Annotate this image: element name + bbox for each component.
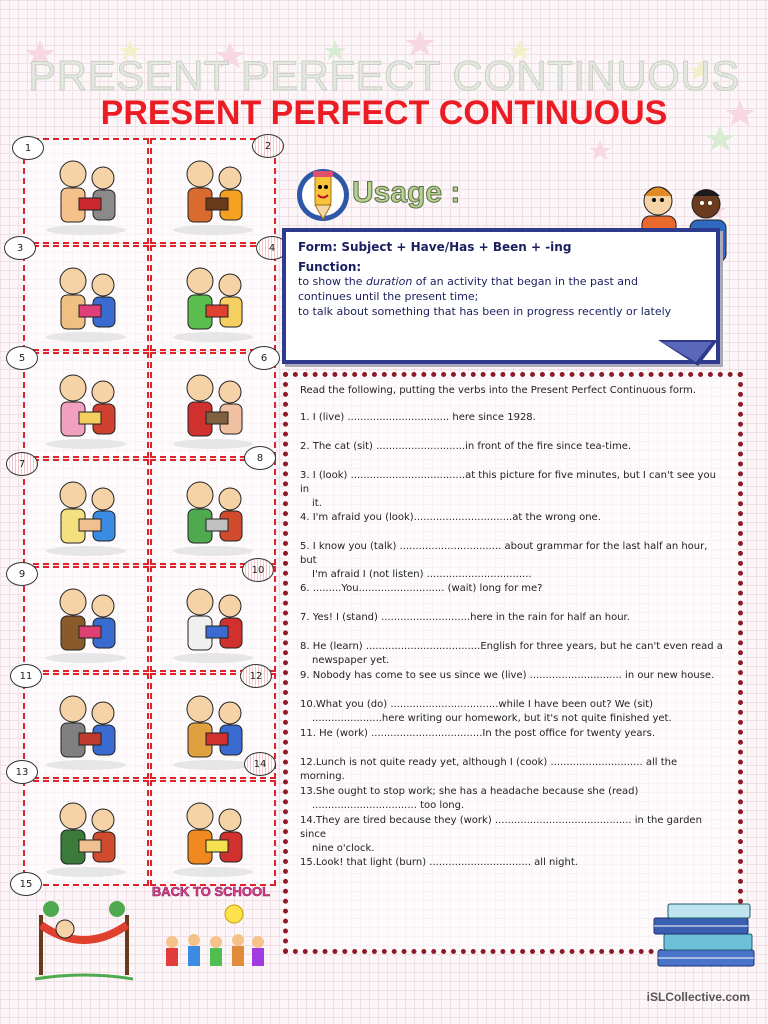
exercise-item-text: 8. He (learn) ....................................English for three years, but he can't even read a [300, 641, 723, 652]
exercise-list [300, 411, 724, 885]
books-stack-icon [650, 900, 762, 972]
exercise-item-3 [300, 469, 724, 511]
tired-people-icon [33, 790, 139, 878]
exercise-item-12 [300, 756, 724, 785]
picture-number-2: 2 [252, 134, 284, 158]
exercise-instruction: Read the following, putting the verbs into the Present Perfect Continuous form. [300, 385, 696, 396]
picture-cell-5 [23, 352, 149, 458]
exercise-item-9 [300, 669, 724, 698]
exercise-item-text: 13.She ought to stop work; she has a headache because she (read) [300, 786, 639, 797]
exercise-item-5 [300, 540, 724, 582]
exercise-item-text: 12.Lunch is not quite ready yet, although I (cook) ............................. all the morning. [300, 757, 678, 782]
form-rule: Form: Subject + Have/Has + Been + -ing [298, 240, 572, 254]
exercise-item-1 [300, 411, 724, 440]
fireplace-rocking-chair-icon [160, 148, 266, 236]
picture-cell-14 [150, 780, 276, 886]
exercise-item-14 [300, 814, 724, 856]
function-line-2: continues until the present time; [298, 290, 479, 303]
usage-heading: Usage : [352, 176, 461, 209]
exercise-item-11 [300, 727, 724, 756]
picture-cell-7 [23, 459, 149, 565]
exercise-item-continuation: newspaper yet. [312, 655, 390, 666]
calendar-student-icon [160, 576, 266, 664]
picture-cell-3 [23, 245, 149, 351]
picture-number-13: 13 [6, 760, 38, 784]
exercise-item-text: 9. Nobody has come to see us since we (live) ............................. in our new house. [300, 670, 715, 681]
exercise-item-text: 4. I'm afraid you (look)...............................at the wrong one. [300, 512, 601, 523]
picture-number-6: 6 [248, 346, 280, 370]
exercise-item-4 [300, 511, 724, 540]
function-label: Function: [298, 260, 362, 274]
exercise-item-continuation: I'm afraid I (not listen) ................................. [312, 569, 532, 580]
picture-number-10: 10 [242, 558, 274, 582]
function-line-1 [298, 274, 704, 289]
function-line-1-start: to show the [298, 275, 367, 288]
picture-number-8: 8 [244, 446, 276, 470]
picture-number-3: 3 [4, 236, 36, 260]
picture-cell-9 [23, 566, 149, 672]
exercise-item-13 [300, 785, 724, 814]
page-curl-icon [658, 340, 718, 368]
exercise-item-continuation: nine o'clock. [312, 843, 375, 854]
page-title: PRESENT PERFECT CONTINUOUS [100, 94, 668, 132]
exercise-item-text: 6. .........You........................... (wait) long for me? [300, 583, 543, 594]
picture-number-5: 5 [6, 346, 38, 370]
exercise-item-text: 1. I (live) ................................ here since 1928. [300, 412, 536, 423]
usage-box [282, 228, 720, 364]
watermark-title: PRESENT PERFECT CONTINUOUS [28, 52, 740, 99]
exercise-item-text: 5. I know you (talk) ................................ about grammar for the last half an hour, but [300, 541, 708, 566]
campfire-icon [160, 790, 266, 878]
picture-number-7: 7 [6, 452, 38, 476]
exercise-item-continuation: ......................here writing our homework, but it's not quite finished yet. [312, 713, 672, 724]
function-duration-word: duration [366, 275, 413, 288]
exercise-item-text: 2. The cat (sit) ............................in front of the fire since tea-time. [300, 441, 632, 452]
exercise-item-text: 10.What you (do) ..................................while I have been out? We (sit) [300, 699, 654, 710]
picture-cell-13 [23, 780, 149, 886]
brand-watermark: iSLCollective.com [646, 990, 750, 1004]
picture-cell-11 [23, 673, 149, 779]
exercise-item-text: 7. Yes! I (stand) ............................here in the rain for half an hour. [300, 612, 630, 623]
waiting-room-icon [33, 255, 139, 343]
exercise-item-continuation: ................................. too long. [312, 800, 465, 811]
picture-number-9: 9 [6, 562, 38, 586]
exercise-item-6 [300, 582, 724, 611]
function-line-1-end: of an activity that began in the past and [412, 275, 638, 288]
exercise-item-text: 3. I (look) ....................................at this picture for five minutes, but I can't see you in [300, 470, 716, 495]
house-garden-icon [160, 469, 266, 557]
picture-cell-8 [150, 459, 276, 565]
picture-number-1: 1 [12, 136, 44, 160]
function-text [298, 274, 704, 319]
picture-cell-4 [150, 245, 276, 351]
exercise-item-8 [300, 640, 724, 669]
back-to-school-icon [152, 880, 270, 972]
picture-cell-15 [23, 887, 149, 973]
exercise-box [283, 372, 743, 954]
picture-number-14: 14 [244, 752, 276, 776]
umbrella-rain-icon [160, 255, 266, 343]
picture-number-4: 4 [256, 236, 288, 260]
exercise-item-10 [300, 698, 724, 727]
exercise-item-7 [300, 611, 724, 640]
complaining-couple-icon [33, 148, 139, 236]
exercise-item-15 [300, 856, 724, 885]
signpost-woman-icon [33, 469, 139, 557]
hammock-icon [31, 895, 137, 983]
exercise-item-text: 11. He (work) ...................................In the post office for twenty years. [300, 728, 656, 739]
exercise-item-2 [300, 440, 724, 469]
picture-number-12: 12 [240, 664, 272, 688]
looking-at-picture-icon [160, 362, 266, 450]
grandma-books-icon [33, 683, 139, 771]
doorway-family-icon [33, 576, 139, 664]
exercise-item-continuation: it. [312, 498, 322, 509]
exercise-item-text: 14.They are tired because they (work) ........................................... in the garden since [300, 815, 702, 840]
picture-number-11: 11 [10, 664, 42, 688]
exercise-item-text: 15.Look! that light (burn) ................................ all night. [300, 857, 578, 868]
back-to-school-text: BACK TO SCHOOL [152, 884, 270, 899]
picture-number-15: 15 [10, 872, 42, 896]
function-line-3: to talk about something that has been in progress recently or lately [298, 305, 672, 318]
reading-letter-icon [33, 362, 139, 450]
